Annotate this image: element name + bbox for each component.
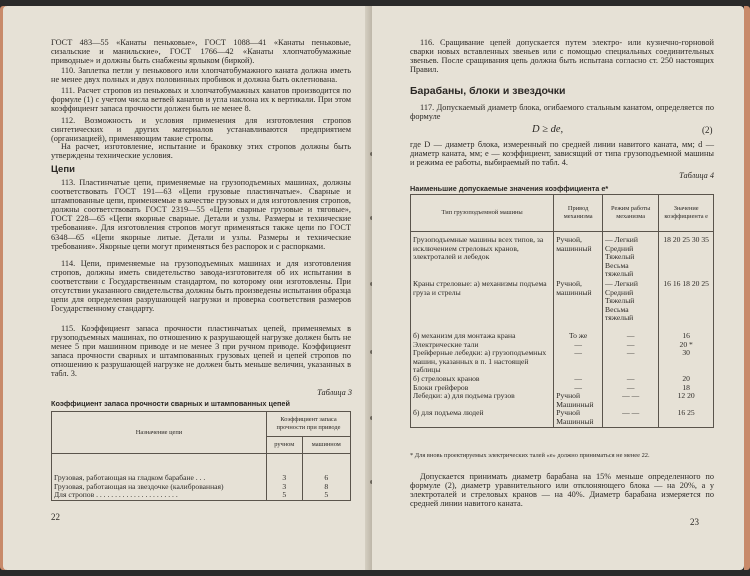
paragraph-116: 116. Сращивание цепей допускается путем электро- или кузнечно-горновой сварки новых вставленных звеньев или с помощью специальных соединительных звеньев. После сращивания цепь должна быть испытана согласно ст. 250 настоящих Правил. [410,38,714,75]
paragraph-117: 117. Допускаемый диаметр блока, огибаемого стальным канатом, определяется по формуле [410,103,714,122]
table-3 [51,411,351,501]
page-number-right: 23 [690,517,699,527]
table-4-header-coef: Значение коэффициента е [659,195,714,232]
table-row: Грейферные лебедки: а) грузоподъемных машин, указанных в п. 1 настоящей таблицы — — 30 [411,349,714,375]
section-heading-chains: Цепи [51,164,75,175]
book-edge-right [744,6,750,570]
table-3-header-group: Коэффициент запаса прочности при приводе [267,412,351,437]
table-4-header-drive: Привод механизма [554,195,603,232]
paragraph-drum-diameter: Допускается принимать диаметр барабана на 15% меньше определенного по формуле (2), диаметр уравнительного или отклоняющего блока — на 20%, а у электроталей и стреловых кранов — на 40%. Диаметр барабана измеряется по средней линии навитого каната. [410,472,714,509]
paragraph-113: 113. Пластинчатые цепи, применяемые на грузоподъемных машинах, должны соответствовать ГОСТ 191—63 «Цепи грузовые пластинчатые». Сварные и штампованные цепи, применяемые в качестве грузовых и для изготовления стропов, должны соответствовать ГОСТ 2319—55 «Цепи сварные грузовые и тяговые», ГОСТ 228—65 «Цепи якорные сварные. Детали и узлы. Размеры и технические требования». Для изготовления стропов могут применяться также цепи по ГОСТ 6348—65 «Цепи якорные литые. Детали и узлы. Размеры и технические требования». Якорные цепи могут применяться без распорок и с распорками. [51,178,351,251]
table-3-header-manual: ручном [267,437,303,454]
table-4-title: Наименьшие допускаемые значения коэффициента е* [410,184,609,193]
section-heading-drums: Барабаны, блоки и звездочки [410,85,566,97]
paragraph-111: 111. Расчет стропов из пеньковых и хлопчатобумажных канатов производится по формуле (1) с учетом числа ветвей канатов и угла наклона их к вертикали. При этом коэффициент запаса прочности должен быть не менее 8. [51,86,351,114]
paragraph-110: 110. Заплетка петли у пенькового или хлопчатобумажного каната должна иметь не менее двух полных и двух половинных пробивок и должна быть оклетнована. [51,66,351,85]
table-row: Грузовая, работающая на звездочке (калиброванная) 3 8 [52,483,351,492]
table-row: б) стреловых кранов — — 20 [411,375,714,384]
page-number-left: 22 [51,512,60,522]
formula-legend: где D — диаметр блока, измеренный по средней линии навитого каната, мм; d — диаметр каната, мм; е — коэффициент, зависящий от типа грузоподъемной машины и режима ее работы, выбираемый по табл. 4. [410,140,714,168]
table-row: Краны стреловые: а) механизмы подъема груза и стрелы Ручной, машинный — Легкий Средний Тяжелый Весьма тяжелый 16 16 18 20 25 [411,280,714,332]
table-4-caption: Таблица 4 [679,171,714,180]
left-page [3,6,370,570]
table-4-header-mode: Режим работы механизма [603,195,659,232]
paragraph-109-end: ГОСТ 483—55 «Канаты пеньковые», ГОСТ 1088—41 «Канаты пеньковые, сизальские и манильские», ГОСТ 1766—42 «Канаты хлопчатобумажные приводные» и должны быть снабжены ярлыком (биркой). [51,38,351,66]
table-row: Блоки грейферов — — 18 [411,384,714,393]
table-row: Электрические тали — — 20 * [411,341,714,350]
table-row: Для стропов . . . . . . . . . . . . . . . . . . . . . . 5 5 [52,491,351,500]
paragraph-112-cont: На расчет, изготовление, испытание и браковку этих стропов должны быть утверждены технические условия. [51,142,351,161]
table-row: Грузоподъемные машины всех типов, за исключением стреловых кранов, электроталей и лебедок Ручной, машинный — Легкий Средний Тяжелый Весьма тяжелый 18 20 25 30 35 [411,232,714,281]
table-row: б) для подъема людей Ручной Машинный — — 16 25 [411,409,714,427]
table-3-header-name: Назначение цепи [52,412,267,454]
formula-number: (2) [702,125,713,135]
paragraph-114: 114. Цепи, применяемые на грузоподъемных машинах и для изготовления стропов, должны иметь свидетельство завода-изготовителя об их испытании в соответствии с Государственным стандартом, по которому они изготовлены. При отсутствии указанного свидетельства должны быть произведены испытания образца цепи для определения разрушающей нагрузки и проверка соответствия размеров Государственному стандарту. [51,259,351,314]
right-page [372,6,744,570]
table-4-header-type: Тип грузоподъемной машины [411,195,554,232]
table-row: Грузовая, работающая на гладком барабане . . . 3 6 [52,454,351,483]
table-3-caption: Таблица 3 [317,388,352,397]
table-4 [410,194,714,428]
table-row: б) механизм для монтажа крана То же — 16 [411,332,714,341]
table-row: Лебедки: а) для подъема грузов Ручной Машинный — — 12 20 [411,392,714,409]
table-3-title: Коэффициент запаса прочности сварных и штампованных цепей [51,399,290,408]
paragraph-115: 115. Коэффициент запаса прочности пластинчатых цепей, применяемых в грузоподъемных машинах, по отношению к разрушающей нагрузке должен быть не менее 5 при машинном приводе и не менее 3 при ручном приводе. Коэффициент запаса прочности сварных и штампованных грузовых цепей и цепей стропов по отношению к разрушающей нагрузке не должен быть меньше величин, указанных в табл. 3. [51,324,351,379]
formula-2: D ≥ de, [532,124,564,135]
table-4-footnote: * Для вновь проектируемых электрических талей «е» должно приниматься не менее 22. [410,452,650,459]
table-3-header-machine: машинном [302,437,350,454]
paragraph-112: 112. Возможность и условия применения для изготовления стропов синтетических и других материалов устанавливаются предприятием (организацией), применяющим такие стропы. [51,116,351,144]
